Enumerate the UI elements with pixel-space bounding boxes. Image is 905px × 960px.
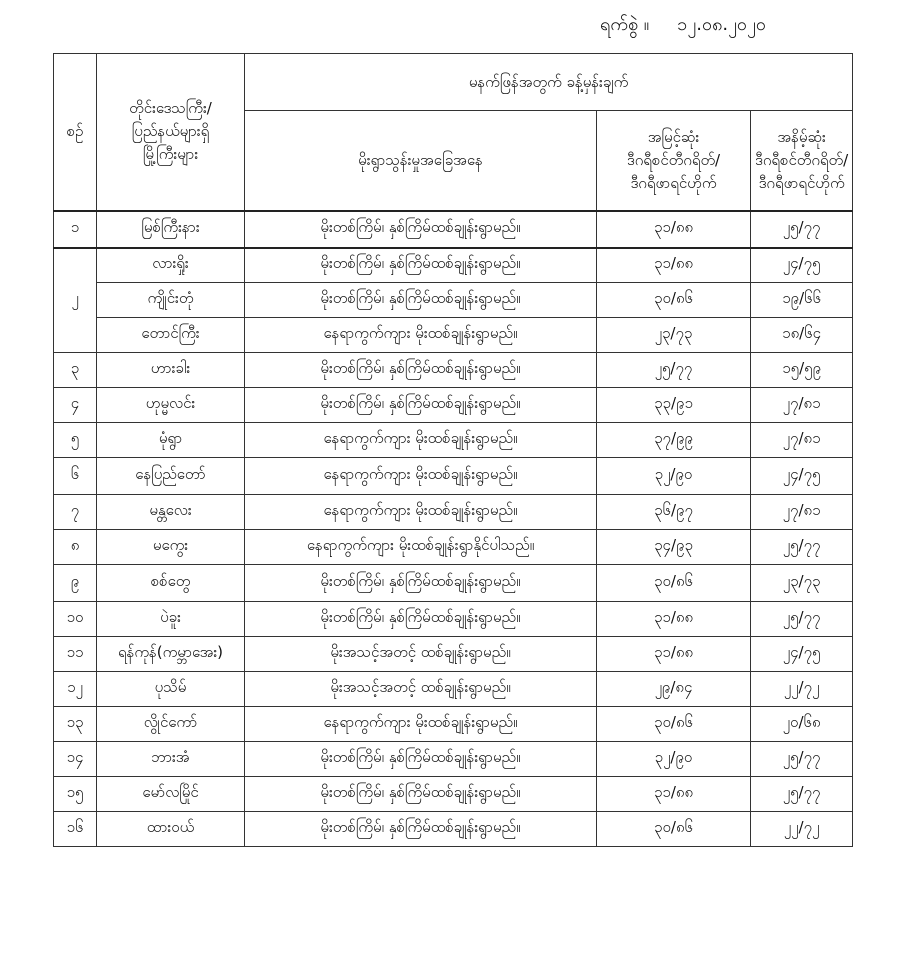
row-weather: မိုးတစ်ကြိမ်၊ နှစ်ကြိမ်ထစ်ချုန်းရွာမည်။ xyxy=(245,742,597,777)
row-city: စစ်တွေ xyxy=(97,565,245,602)
row-weather: မိုးတစ်ကြိမ်၊ နှစ်ကြိမ်ထစ်ချုန်းရွာမည်။ xyxy=(245,812,597,847)
table-row xyxy=(54,423,853,458)
row-city: ဟားခါး xyxy=(97,353,245,388)
row-city: မြစ်ကြီးနား xyxy=(97,211,245,248)
row-min: ၂၂/၇၂ xyxy=(751,812,853,847)
row-max: ၃၀/၈၆ xyxy=(597,707,751,742)
row-no: ၁၃ xyxy=(54,707,97,742)
row-min: ၂၇/၈၁ xyxy=(751,388,853,423)
row-max: ၂၉/၈၄ xyxy=(597,672,751,707)
table-row xyxy=(54,742,853,777)
header-forecast: မနက်ဖြန်အတွက် ခန့်မှန်းချက် xyxy=(245,54,853,111)
row-no: ၁၁ xyxy=(54,637,97,672)
row-max: ၃၆/၉၇ xyxy=(597,495,751,530)
row-max: ၃၁/၈၈ xyxy=(597,248,751,283)
row-weather: မိုးတစ်ကြိမ်၊ နှစ်ကြိမ်ထစ်ချုန်းရွာမည်။ xyxy=(245,248,597,283)
row-weather: မိုးတစ်ကြိမ်၊ နှစ်ကြိမ်ထစ်ချုန်းရွာမည်။ xyxy=(245,777,597,812)
table-row xyxy=(54,777,853,812)
row-city: ပဲခူး xyxy=(97,602,245,637)
row-no: ၃ xyxy=(54,353,97,388)
row-no: ၄ xyxy=(54,388,97,423)
table-row xyxy=(54,211,853,248)
row-weather: မိုးတစ်ကြိမ်၊ နှစ်ကြိမ်ထစ်ချုန်းရွာမည်။ xyxy=(245,565,597,602)
row-city: မုံရွာ xyxy=(97,423,245,458)
row-min: ၂၅/၇၇ xyxy=(751,742,853,777)
row-max: ၃၀/၈၆ xyxy=(597,283,751,318)
table-row xyxy=(54,530,853,565)
table-row xyxy=(54,707,853,742)
table-row xyxy=(54,283,853,318)
row-no: ၆ xyxy=(54,458,97,495)
weather-forecast-table xyxy=(53,53,853,847)
row-min: ၁၅/၅၉ xyxy=(751,353,853,388)
header-city-line: တိုင်းဒေသကြီး/ xyxy=(129,99,212,118)
header-city xyxy=(97,54,245,211)
row-weather: မိုးအသင့်အတင့် ထစ်ချုန်းရွာမည်။ xyxy=(245,637,597,672)
date-value: ၁၂.၀၈.၂၀၂၀ xyxy=(677,14,767,35)
row-city: တောင်ကြီး xyxy=(97,318,245,353)
row-no: ၂ xyxy=(54,248,97,353)
row-weather: မိုးတစ်ကြိမ်၊ နှစ်ကြိမ်ထစ်ချုန်းရွာမည်။ xyxy=(245,388,597,423)
row-min: ၂၅/၇၇ xyxy=(751,602,853,637)
row-min: ၂၇/၈၁ xyxy=(751,423,853,458)
row-no: ၉ xyxy=(54,565,97,602)
header-max-line: ဒီဂရီစင်တီဂရိတ်/ xyxy=(626,150,721,169)
row-min: ၂၄/၇၅ xyxy=(751,458,853,495)
header-city-line: ပြည်နယ်များရှိ xyxy=(131,122,210,141)
table-row xyxy=(54,388,853,423)
row-no: ၁၄ xyxy=(54,742,97,777)
row-no: ၁၅ xyxy=(54,777,97,812)
row-min: ၁၉/၆၆ xyxy=(751,283,853,318)
row-max: ၂၅/၇၇ xyxy=(597,353,751,388)
row-no: ၁၀ xyxy=(54,602,97,637)
row-min: ၂၇/၈၁ xyxy=(751,495,853,530)
row-weather: မိုးတစ်ကြိမ်၊ နှစ်ကြိမ်ထစ်ချုန်းရွာမည်။ xyxy=(245,602,597,637)
table-row xyxy=(54,353,853,388)
row-city: ကျိုင်းတုံ xyxy=(97,283,245,318)
row-weather: နေရာကွက်ကျား မိုးထစ်ချုန်းရွာမည်။ xyxy=(245,423,597,458)
row-city: ဟုမ္မလင်း xyxy=(97,388,245,423)
table-row xyxy=(54,602,853,637)
row-min: ၂၃/၇၃ xyxy=(751,565,853,602)
header-max xyxy=(597,111,751,211)
row-max: ၃၄/၉၃ xyxy=(597,530,751,565)
row-max: ၃၂/၉၀ xyxy=(597,742,751,777)
row-max: ၃၂/၉၀ xyxy=(597,458,751,495)
row-no: ၈ xyxy=(54,530,97,565)
header-min xyxy=(751,111,853,211)
row-city: ထားဝယ် xyxy=(97,812,245,847)
date-label: ရက်စွဲ ။ xyxy=(600,14,650,35)
row-max: ၃၁/၈၈ xyxy=(597,777,751,812)
table-row xyxy=(54,637,853,672)
row-city: နေပြည်တော် xyxy=(97,458,245,495)
row-max: ၃၇/၉၉ xyxy=(597,423,751,458)
row-weather: နေရာကွက်ကျား မိုးထစ်ချုန်းရွာမည်။ xyxy=(245,458,597,495)
row-city: မော်လမြိုင် xyxy=(97,777,245,812)
header-min-line: ဒီဂရီစင်တီဂရိတ်/ xyxy=(755,150,849,169)
row-max: ၃၁/၈၈ xyxy=(597,637,751,672)
row-max: ၃၁/၈၈ xyxy=(597,602,751,637)
row-city: လွိုင်ကော် xyxy=(97,707,245,742)
table-row xyxy=(54,495,853,530)
row-no: ၁၂ xyxy=(54,672,97,707)
row-weather: မိုးတစ်ကြိမ်၊ နှစ်ကြိမ်ထစ်ချုန်းရွာမည်။ xyxy=(245,353,597,388)
row-weather: မိုးတစ်ကြိမ်၊ နှစ်ကြိမ်ထစ်ချုန်းရွာမည်။ xyxy=(245,283,597,318)
table-row xyxy=(54,318,853,353)
row-min: ၂၅/၇၇ xyxy=(751,530,853,565)
row-max: ၃၀/၈၆ xyxy=(597,812,751,847)
row-min: ၂၅/၇၇ xyxy=(751,777,853,812)
row-city: ဘားအံ xyxy=(97,742,245,777)
row-weather: နေရာကွက်ကျား မိုးထစ်ချုန်းရွာနိုင်ပါသည်။ xyxy=(245,530,597,565)
header-max-line: အမြင့်ဆုံး xyxy=(647,127,700,146)
row-min: ၂၅/၇၇ xyxy=(751,211,853,248)
row-max: ၃၁/၈၈ xyxy=(597,211,751,248)
row-min: ၂၀/၆၈ xyxy=(751,707,853,742)
row-min: ၂၄/၇၅ xyxy=(751,248,853,283)
row-city: မန္တလေး xyxy=(97,495,245,530)
row-max: ၂၃/၇၃ xyxy=(597,318,751,353)
header-max-line: ဒီဂရီဖာရင်ဟိုက် xyxy=(630,173,717,192)
row-max: ၃၃/၉၁ xyxy=(597,388,751,423)
table-row xyxy=(54,565,853,602)
table-row xyxy=(54,458,853,495)
row-weather: နေရာကွက်ကျား မိုးထစ်ချုန်းရွာမည်။ xyxy=(245,707,597,742)
row-city: ပုသိမ် xyxy=(97,672,245,707)
row-min: ၂၄/၇၅ xyxy=(751,637,853,672)
row-city: ရန်ကုန်(ကမ္ဘာအေး) xyxy=(97,637,245,672)
row-min: ၂၂/၇၂ xyxy=(751,672,853,707)
row-weather: နေရာကွက်ကျား မိုးထစ်ချုန်းရွာမည်။ xyxy=(245,495,597,530)
header-min-line: အနိမ့်ဆုံး xyxy=(777,127,826,146)
row-weather: နေရာကွက်ကျား မိုးထစ်ချုန်းရွာမည်။ xyxy=(245,318,597,353)
row-city: မကွေး xyxy=(97,530,245,565)
header-no: စဉ် xyxy=(54,54,97,211)
header-weather: မိုးရွာသွန်းမှုအခြေအနေ xyxy=(245,111,597,211)
row-no: ၇ xyxy=(54,495,97,530)
row-no: ၅ xyxy=(54,423,97,458)
row-weather: မိုးတစ်ကြိမ်၊ နှစ်ကြိမ်ထစ်ချုန်းရွာမည်။ xyxy=(245,211,597,248)
row-no: ၁၆ xyxy=(54,812,97,847)
report-date xyxy=(600,12,860,39)
row-weather: မိုးအသင့်အတင့် ထစ်ချုန်းရွာမည်။ xyxy=(245,672,597,707)
table-row xyxy=(54,248,853,283)
table-row xyxy=(54,672,853,707)
row-city: လားရှိုး xyxy=(97,248,245,283)
row-max: ၃၀/၈၆ xyxy=(597,565,751,602)
header-city-line: မြို့ကြီးများ xyxy=(142,145,199,164)
row-min: ၁၈/၆၄ xyxy=(751,318,853,353)
row-no: ၁ xyxy=(54,211,97,248)
table-row xyxy=(54,812,853,847)
header-min-line: ဒီဂရီဖာရင်ဟိုက် xyxy=(758,173,845,192)
